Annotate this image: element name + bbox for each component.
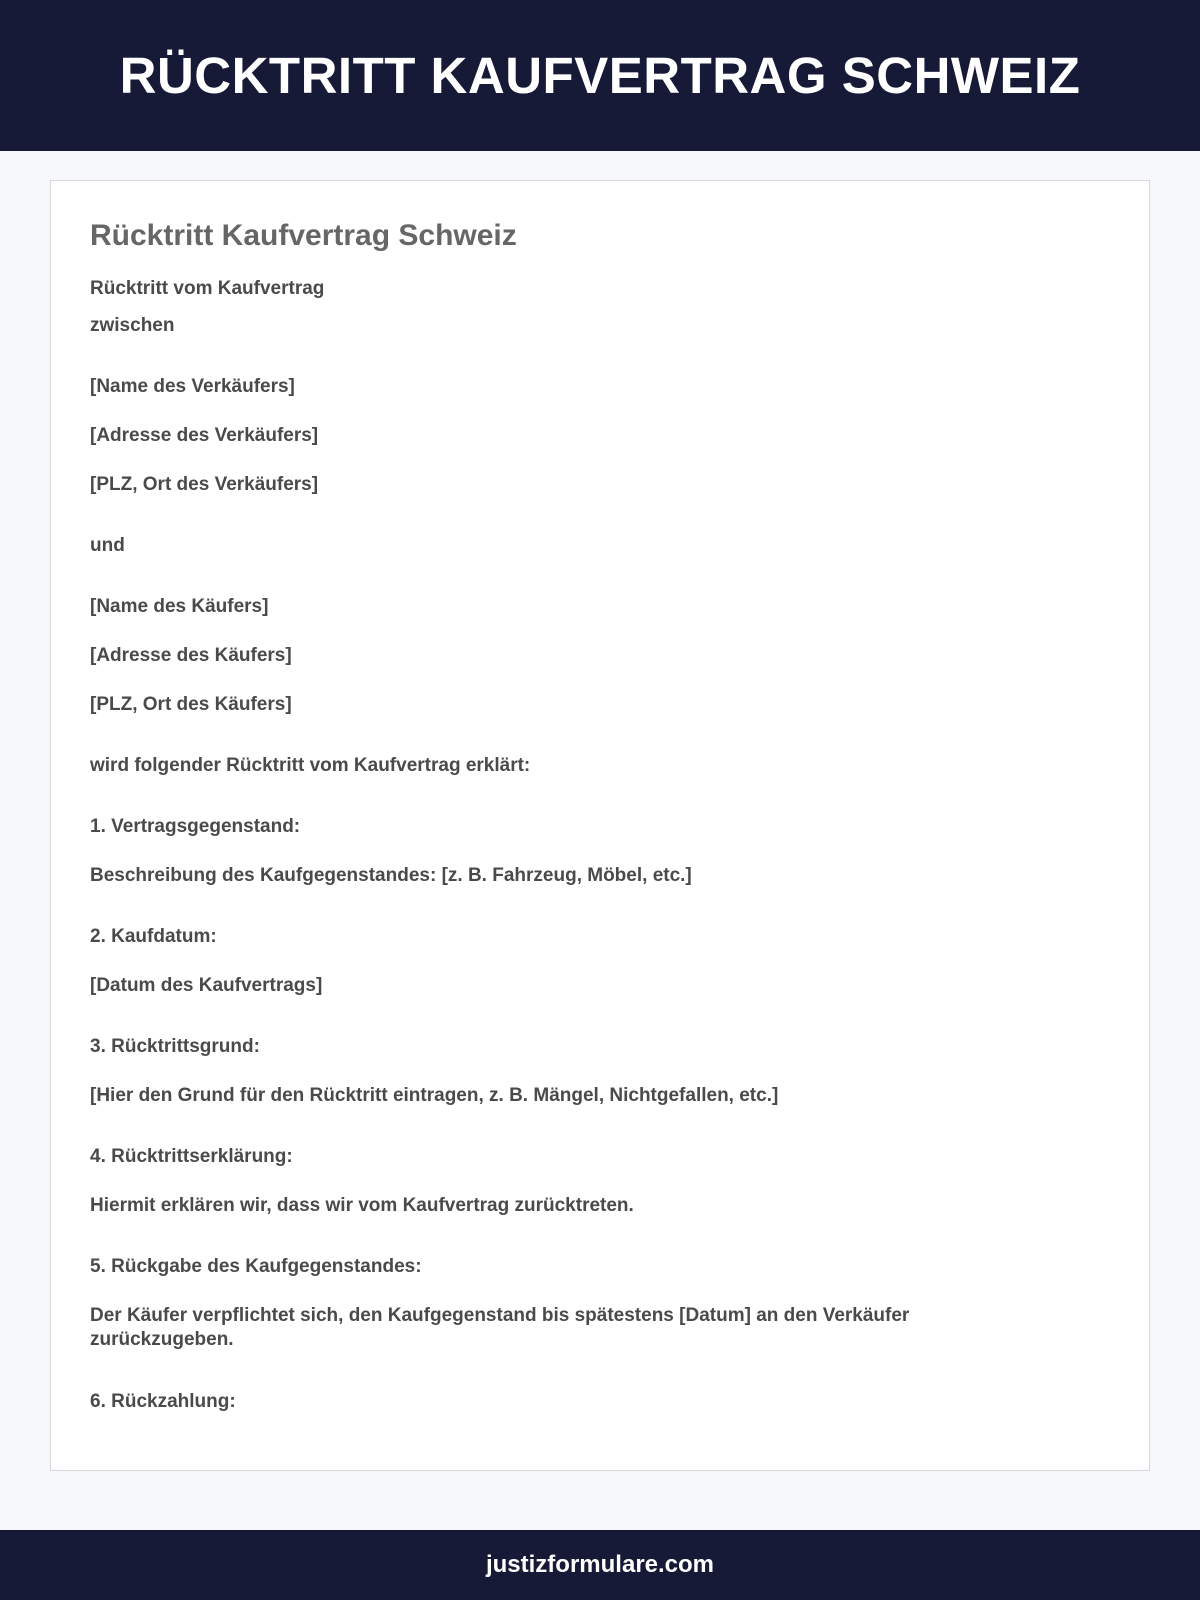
seller-name: [Name des Verkäufers] — [90, 376, 295, 397]
section-text: [Datum des Kaufvertrags] — [90, 975, 323, 996]
page-footer — [0, 1530, 1200, 1600]
document-card — [50, 180, 1150, 1471]
seller-city: [PLZ, Ort des Verkäufers] — [90, 474, 319, 495]
document-intro: Rücktritt vom Kaufvertrag — [90, 278, 325, 299]
page-title: RÜCKTRITT KAUFVERTRAG SCHWEIZ — [119, 47, 1081, 104]
section-heading: 6. Rückzahlung: — [90, 1391, 236, 1412]
declaration-text: wird folgender Rücktritt vom Kaufvertrag erklärt: — [90, 755, 531, 776]
section-heading: 4. Rücktrittserklärung: — [90, 1146, 293, 1167]
document-title: Rücktritt Kaufvertrag Schweiz — [90, 219, 517, 252]
footer-site-link[interactable]: justizformulare.com — [485, 1551, 715, 1578]
section-heading: 1. Vertragsgegenstand: — [90, 816, 301, 837]
section-text: Beschreibung des Kaufgegenstandes: [z. B. Fahrzeug, Möbel, etc.] — [90, 865, 692, 886]
between-label: zwischen — [90, 315, 175, 336]
section-text: [Hier den Grund für den Rücktritt eintragen, z. B. Mängel, Nichtgefallen, etc.] — [90, 1085, 779, 1106]
section-heading: 2. Kaufdatum: — [90, 926, 217, 947]
section-text: Hiermit erklären wir, dass wir vom Kaufvertrag zurücktreten. — [90, 1195, 634, 1216]
buyer-name: [Name des Käufers] — [90, 596, 269, 617]
seller-address: [Adresse des Verkäufers] — [90, 425, 319, 446]
and-label: und — [90, 535, 125, 556]
section-heading: 5. Rückgabe des Kaufgegenstandes: — [90, 1256, 422, 1277]
section-heading: 3. Rücktrittsgrund: — [90, 1036, 260, 1057]
page-header — [0, 0, 1200, 151]
section-text: Der Käufer verpflichtet sich, den Kaufgegenstand bis spätestens [Datum] an den Verkäufer zurückzugeben. — [90, 1305, 910, 1350]
buyer-city: [PLZ, Ort des Käufers] — [90, 694, 292, 715]
buyer-address: [Adresse des Käufers] — [90, 645, 292, 666]
